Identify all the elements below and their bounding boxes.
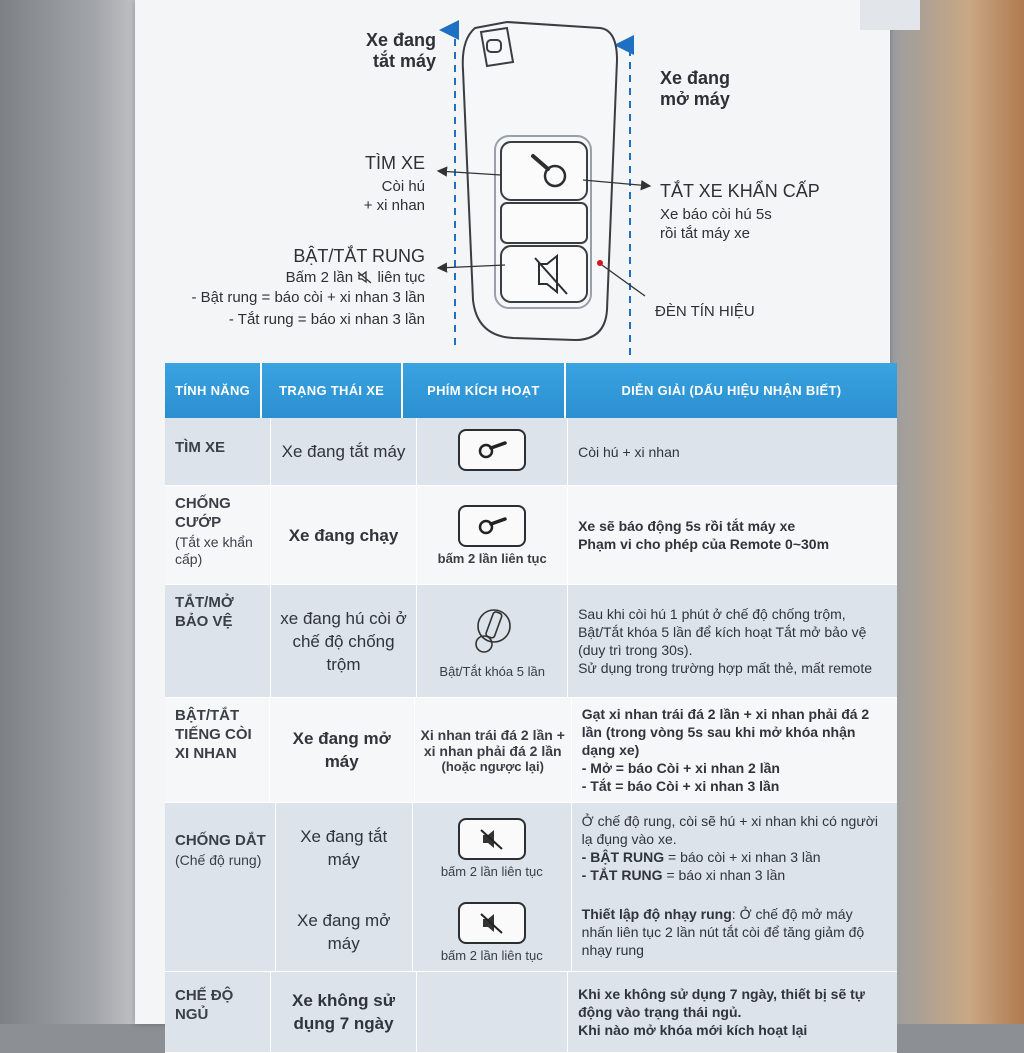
mute-horn-icon xyxy=(477,911,507,935)
row-description xyxy=(568,972,897,1052)
sensitivity-value: : Ở chế độ mở máy nhấn liên tục 2 lần nút tắt còi để tăng giảm độ nhạy rung xyxy=(581,906,865,958)
row-key-note: bấm 2 lần liên tục xyxy=(440,863,543,879)
table-row xyxy=(165,585,897,698)
vibration-desc-pre: Bấm 2 lần xyxy=(285,269,354,286)
row-key xyxy=(417,585,568,697)
row-state: Xe đang tắt máy xyxy=(300,827,388,869)
emergency-stop-line1: Xe báo còi hú 5s xyxy=(660,206,772,223)
find-button-key xyxy=(458,505,526,547)
row-key-note: bấm 2 lần liên tục xyxy=(437,550,547,566)
row-desc-line2: Khi nào mở khóa mới kích hoạt lại xyxy=(578,1022,808,1038)
vibration-off-value: = báo xi nhan 3 lần xyxy=(662,867,786,883)
row-feature xyxy=(165,803,276,971)
row-description-group xyxy=(572,803,897,971)
vibration-on-note: - Bật rung = báo còi + xi nhan 3 lần xyxy=(191,289,425,306)
vibration-off-note: - Tắt rung = báo xi nhan 3 lần xyxy=(228,311,425,328)
row-state-group xyxy=(276,803,413,971)
row-desc-line1: Khi xe không sử dụng 7 ngày, thiết bị sẽ tự động vào trạng thái ngủ. xyxy=(578,986,865,1020)
row-state: Xe đang mở máy xyxy=(270,698,415,802)
row-desc-line1: Sau khi còi hú 1 phút ở chế độ chống trộm, Bật/Tắt khóa 5 lần để kích hoạt Tắt mở bảo vệ (duy trì trong 30s). xyxy=(578,606,867,658)
find-title: TÌM XE xyxy=(364,153,425,173)
mute-button-key xyxy=(458,902,526,944)
row-feature-title: CHỐNG DẮT xyxy=(175,832,266,849)
header-description: DIỄN GIẢI (DẤU HIỆU NHẬN BIẾT) xyxy=(621,383,842,398)
vibration-on-value: = báo còi + xi nhan 3 lần xyxy=(664,849,821,865)
row-key xyxy=(417,486,568,584)
row-key-note-alt: (hoặc ngược lại) xyxy=(441,758,544,774)
table-row xyxy=(165,698,897,803)
row-desc-line2: Sử dụng trong trường hợp mất thẻ, mất remote xyxy=(578,660,873,676)
row-feature xyxy=(165,486,271,584)
row-key xyxy=(417,418,568,485)
row-feature-title: CHỐNG CƯỚP xyxy=(175,495,231,531)
row-feature: TÌM XE xyxy=(165,418,271,485)
header-state: TRẠNG THÁI XE xyxy=(262,363,403,418)
row-desc-line3: - Tắt = báo Còi + xi nhan 3 lần xyxy=(581,778,780,794)
row-desc-line1: Xe sẽ báo động 5s rồi tắt máy xe xyxy=(578,518,796,534)
row-key xyxy=(415,698,572,802)
row-feature: BẬT/TẮT TIẾNG CÒI XI NHAN xyxy=(165,698,270,802)
find-car-icon xyxy=(474,515,510,537)
row-description xyxy=(568,486,897,584)
row-description: Còi hú + xi nhan xyxy=(578,443,680,460)
row-feature: TẮT/MỞ BẢO VỆ xyxy=(165,585,271,697)
row-state: Xe không sử dụng 7 ngày xyxy=(271,972,417,1052)
row-description xyxy=(572,803,897,893)
vibration-desc-post: liên tục xyxy=(377,269,425,286)
manual-page xyxy=(135,0,890,1038)
header-key: PHÍM KÍCH HOẠT xyxy=(403,363,566,418)
find-car-icon xyxy=(474,439,510,461)
row-description-2 xyxy=(572,893,897,971)
row-key-note: Bật/Tắt khóa 5 lần xyxy=(439,663,545,679)
vibration-title: BẬT/TẮT RUNG xyxy=(293,246,425,266)
find-desc-line2: + xi nhan xyxy=(363,197,425,214)
sensitivity-label: Thiết lập độ nhạy rung xyxy=(581,906,732,922)
background-right xyxy=(889,0,1024,1024)
vibration-off-label: - TẮT RUNG xyxy=(581,867,663,883)
emergency-stop-line2: rồi tắt máy xe xyxy=(660,225,751,242)
feature-table xyxy=(165,363,897,1053)
row-key-group xyxy=(413,803,572,971)
row-state-2: Xe đang mở máy xyxy=(297,911,391,953)
row-key xyxy=(417,972,568,1052)
row-feature-sub: (Chế độ rung) xyxy=(175,852,262,868)
row-desc-line2: Phạm vi cho phép của Remote 0~30m xyxy=(578,536,830,552)
left-top-line1: Xe đang xyxy=(365,30,436,50)
table-row xyxy=(165,486,897,585)
right-top-label xyxy=(660,68,770,110)
table-row xyxy=(165,803,897,972)
left-top-label xyxy=(335,30,436,72)
emergency-stop-desc xyxy=(660,205,870,243)
row-state: Xe đang chạy xyxy=(271,486,417,584)
right-top-line1: Xe đang xyxy=(660,68,731,88)
background-left xyxy=(0,0,135,1024)
emergency-stop-title: TẮT XE KHẨN CẤP xyxy=(660,181,820,201)
row-key-note-2: bấm 2 lần liên tục xyxy=(440,947,543,963)
row-feature: CHẾ ĐỘ NGỦ xyxy=(165,972,271,1052)
find-desc xyxy=(295,177,425,215)
table-row xyxy=(165,972,897,1053)
mute-button-key xyxy=(458,818,526,860)
ignition-key-icon xyxy=(470,604,514,660)
vibration-desc xyxy=(175,268,425,287)
mute-horn-icon xyxy=(477,827,507,851)
row-key-2 xyxy=(413,893,571,971)
row-desc-line1: Ở chế độ rung, còi sẽ hú + xi nhan khi có người lạ đụng vào xe. xyxy=(581,813,879,847)
table-row xyxy=(165,418,897,486)
row-key xyxy=(413,803,571,893)
row-state: xe đang hú còi ở chế độ chống trộm xyxy=(271,585,417,697)
table-header xyxy=(165,363,897,418)
row-key-note: Xi nhan trái đá 2 lần + xi nhan phải đá 2 lần xyxy=(420,726,565,759)
remote-diagram xyxy=(135,0,890,365)
row-state: Xe đang tắt máy xyxy=(271,418,417,485)
find-desc-line1: Còi hú xyxy=(381,178,425,195)
mute-horn-icon xyxy=(357,270,373,284)
row-desc-line2: - Mở = báo Còi + xi nhan 2 lần xyxy=(581,760,780,776)
row-description xyxy=(572,698,897,802)
right-top-line2: mở máy xyxy=(660,89,730,109)
row-desc-line1: Gạt xi nhan trái đá 2 lần + xi nhan phải đá 2 lần (trong vòng 5s sau khi mở khóa nhận dạng xe) xyxy=(581,706,870,758)
vibration-on-label: - BẬT RUNG xyxy=(581,849,665,865)
row-feature-sub: (Tắt xe khẩn cấp) xyxy=(175,534,253,567)
left-top-line2: tắt máy xyxy=(372,51,436,71)
find-button-key xyxy=(458,429,526,471)
row-description xyxy=(568,585,897,697)
header-feature: TÍNH NĂNG xyxy=(165,363,262,418)
led-label: ĐÈN TÍN HIỆU xyxy=(655,303,755,320)
